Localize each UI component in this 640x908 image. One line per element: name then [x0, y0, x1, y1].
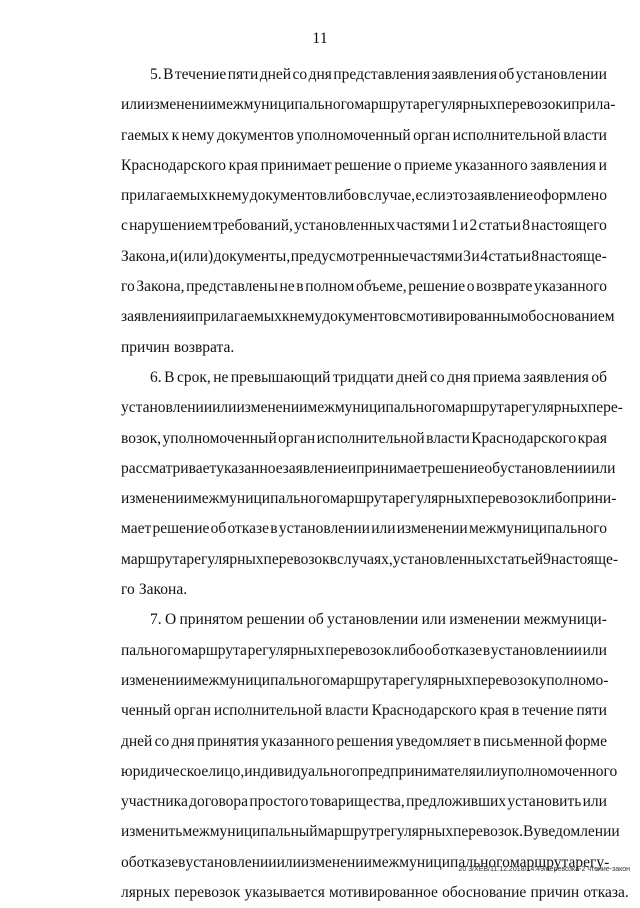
text-line: причин возврата. [121, 338, 235, 356]
text-line: Краснодарского края принимает решение о приеме указанного заявления и [121, 156, 607, 174]
text-line: ченный орган исполнительной власти Краснодарского края в течение пяти [121, 702, 607, 720]
text-line: об отказе в установлении или изменении межмуниципального маршрута регу- [121, 853, 610, 871]
paragraph [121, 60, 616, 363]
text-line: рассматривает указанное заявление и принимает решение об установлении или [121, 459, 616, 477]
text-line: изменении межмуниципального маршрута регулярных перевозок либо прини- [121, 490, 617, 508]
text-line: 7. О принятом решении об установлении или изменении межмуници- [150, 611, 607, 629]
text-line: пального маршрута регулярных перевозок либо об отказе в установлении или [121, 641, 607, 659]
text-line: прилагаемых к нему документов либо в случае, если это заявление оформлено [121, 187, 607, 205]
text-line: заявления и прилагаемых к нему документов с мотивированным обоснованием [121, 308, 615, 326]
text-line: го Закона, представлены не в полном объеме, решение о возврате указанного [121, 278, 607, 296]
text-line: изменении межмуниципального маршрута регулярных перевозок уполномо- [121, 671, 609, 689]
text-line: юридическое лицо, индивидуального предпринимателя или уполномоченного [121, 762, 618, 780]
text-line: дней со дня принятия указанного решения уведомляет в письменной форме [121, 732, 607, 750]
text-line: мает решение об отказе в установлении или изменении межмуниципального [121, 520, 607, 538]
page-number: 11 [312, 30, 328, 47]
text-line: маршрута регулярных перевозок в случаях, установленных статьей 9 настояще- [121, 550, 619, 568]
paragraph [121, 363, 623, 605]
text-line: с нарушением требований, установленных частями 1 и 2 статьи 8 настоящего [121, 217, 607, 235]
paragraph [121, 605, 629, 908]
text-line: участника договора простого товарищества, предложивших установить или [121, 793, 607, 811]
text-line: гаемых к нему документов уполномоченный орган исполнительной власти [121, 126, 607, 144]
text-line: установлении или изменении межмуниципального маршрута регулярных пере- [121, 399, 623, 417]
text-line: изменить межмуниципальный маршрут регулярных перевозок. В уведомлении [121, 823, 620, 841]
text-line: возок, уполномоченный орган исполнительной власти Краснодарского края [121, 429, 607, 447]
footer-file-stamp: 20 3/ХЕВ/11.12.2018/14:49/перевозка-2 чтение-закон [458, 866, 630, 873]
document-body [121, 60, 629, 908]
text-line: Закона, и (или) документы, предусмотренные частями 3 и 4 статьи 8 настояще- [121, 247, 607, 265]
text-line: 5. В течение пяти дней со дня представления заявления об установлении [150, 66, 607, 83]
text-line: или изменении межмуниципального маршрута регулярных перевозок и прила- [121, 96, 616, 114]
text-line: го Закона. [121, 581, 188, 599]
text-line: 6. В срок, не превышающий тридцати дней со дня приема заявления об [150, 368, 607, 386]
text-line: лярных перевозок указывается мотивированное обоснование причин отказа. [121, 884, 629, 902]
